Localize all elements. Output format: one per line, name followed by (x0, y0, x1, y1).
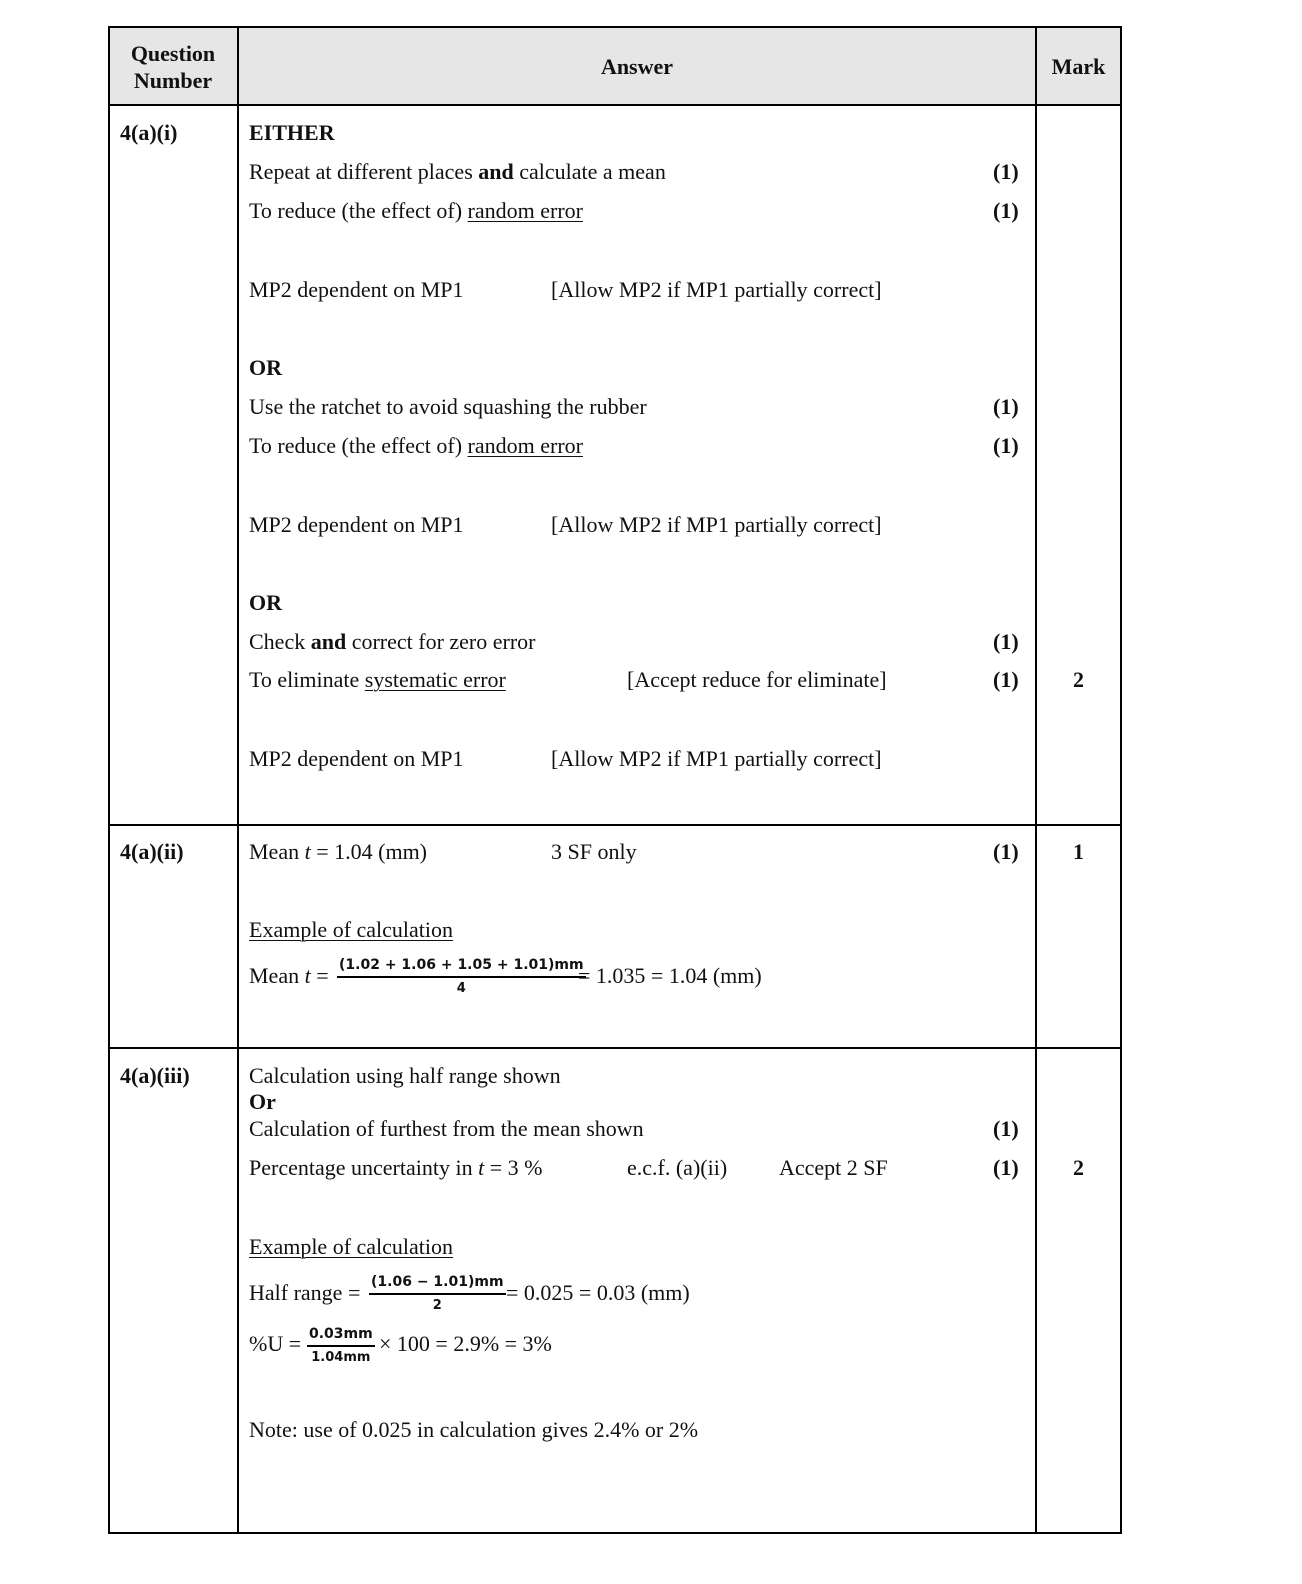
table-left-border (108, 26, 110, 1534)
fraction-numerator: (1.06 − 1.01)mm (371, 1274, 504, 1290)
example-heading: Example of calculation (249, 917, 454, 942)
ecf-note: e.c.f. (a)(ii) (627, 1155, 728, 1180)
percent-u-fraction (307, 1326, 375, 1365)
fraction-denominator: 2 (432, 1298, 442, 1313)
either-mp2-text: To reduce (the effect of) random error (249, 198, 583, 223)
allow-note: [Allow MP2 if MP1 partially correct] (551, 746, 882, 771)
either-heading: EITHER (249, 120, 335, 145)
total-mark-4aiii: 2 (1073, 1155, 1084, 1180)
furthest-method: Calculation of furthest from the mean shown (249, 1116, 644, 1141)
table-bottom-border (108, 1532, 1122, 1534)
table-right-border (1120, 26, 1122, 1534)
mean-calc-result: = 1.035 = 1.04 (mm) (578, 963, 762, 988)
header-answer: Answer (600, 54, 674, 79)
fraction-bar (369, 1293, 506, 1295)
dependency-note: MP2 dependent on MP1 (249, 512, 464, 537)
or2-mp1-text: Check and correct for zero error (249, 629, 536, 654)
mark-point: (1) (993, 629, 1019, 654)
column-divider-2 (1035, 26, 1037, 1534)
or1-mp1-text: Use the ratchet to avoid squashing the rubber (249, 394, 647, 419)
half-range-label: Half range = (249, 1280, 361, 1305)
column-divider-1 (237, 26, 239, 1534)
percent-u-label: %U = (249, 1331, 302, 1356)
fraction-numerator: 0.03mm (309, 1326, 373, 1342)
question-number-4ai: 4(a)(i) (120, 120, 178, 145)
mark-point: (1) (993, 839, 1019, 864)
mark-point: (1) (993, 198, 1019, 223)
allow-note: [Allow MP2 if MP1 partially correct] (551, 277, 882, 302)
mark-point: (1) (993, 159, 1019, 184)
total-mark-4aii: 1 (1073, 839, 1084, 864)
mark-point: (1) (993, 1155, 1019, 1180)
or-heading: OR (249, 590, 282, 615)
mark-point: (1) (993, 1116, 1019, 1141)
fraction-denominator: 1.04mm (311, 1350, 371, 1365)
half-range-fraction (369, 1274, 506, 1313)
half-range-result: = 0.025 = 0.03 (mm) (506, 1280, 690, 1305)
fraction-bar (337, 976, 586, 978)
percentage-answer: Percentage uncertainty in t = 3 % (249, 1155, 543, 1180)
note-text: Note: use of 0.025 in calculation gives 2.4% or 2% (249, 1417, 699, 1442)
accept-note: [Accept reduce for eliminate] (627, 667, 887, 692)
mark-point: (1) (993, 433, 1019, 458)
row-divider-1 (108, 824, 1122, 826)
mean-calc-label: Mean t = (249, 963, 329, 988)
percent-u-result: × 100 = 2.9% = 3% (379, 1331, 552, 1356)
either-mp1-text: Repeat at different places and calculate a mean (249, 159, 666, 184)
table-top-border (108, 26, 1122, 28)
row-divider-2 (108, 1047, 1122, 1049)
mark-point: (1) (993, 667, 1019, 692)
header-question-number: Question Number (130, 41, 216, 93)
sf-note: Accept 2 SF (779, 1155, 888, 1180)
fraction-denominator: 4 (456, 981, 466, 996)
question-number-4aiii: 4(a)(iii) (120, 1063, 190, 1088)
or-heading: OR (249, 355, 282, 380)
header-bottom-border (108, 104, 1122, 106)
fraction-bar (307, 1345, 375, 1347)
question-number-4aii: 4(a)(ii) (120, 839, 184, 864)
allow-note: [Allow MP2 if MP1 partially correct] (551, 512, 882, 537)
example-heading: Example of calculation (249, 1234, 454, 1259)
sf-note: 3 SF only (551, 839, 637, 864)
dependency-note: MP2 dependent on MP1 (249, 746, 464, 771)
half-range-method: Calculation using half range shown (249, 1063, 561, 1088)
header-mark: Mark (1051, 54, 1106, 79)
or2-mp2-text: To eliminate systematic error (249, 667, 506, 692)
mean-answer: Mean t = 1.04 (mm) (249, 839, 428, 864)
or-inline: Or (249, 1089, 276, 1114)
total-mark-4ai: 2 (1073, 667, 1084, 692)
fraction-numerator: (1.02 + 1.06 + 1.05 + 1.01)mm (339, 957, 584, 973)
mark-point: (1) (993, 394, 1019, 419)
or1-mp2-text: To reduce (the effect of) random error (249, 433, 583, 458)
dependency-note: MP2 dependent on MP1 (249, 277, 464, 302)
mean-fraction (337, 957, 586, 996)
